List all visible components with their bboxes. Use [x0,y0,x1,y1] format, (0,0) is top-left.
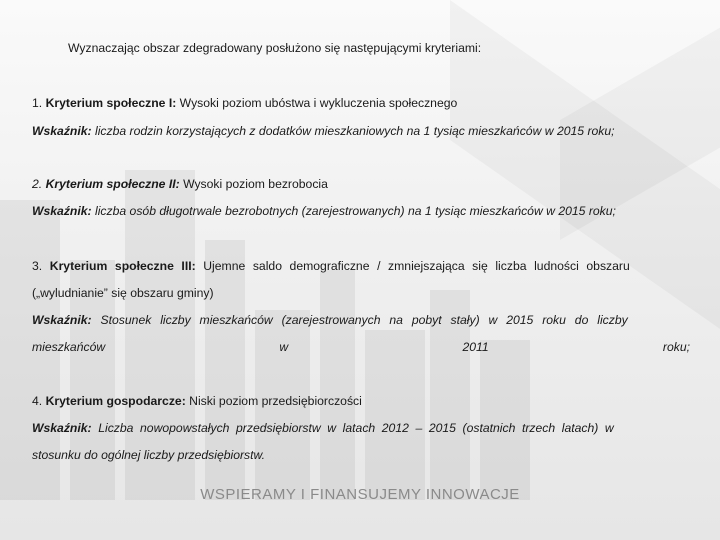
criterion-3-title: Kryterium społeczne III: [49,259,196,273]
criterion-4-indicator [32,420,690,436]
criterion-2-indicator-text: liczba osób długotrwale bezrobotnych (zarejestrowanych) na 1 tysiąc mieszkańców w 2015 roku; [95,204,616,218]
criterion-3-indicator-cont [32,339,690,355]
criterion-2-heading [32,176,690,192]
criterion-3-heading [32,258,690,274]
criterion-1-number: 1. [32,96,43,110]
criterion-1-indicator [32,123,690,139]
criterion-4-indicator-label: Wskaźnik: [32,421,92,435]
criterion-4-indicator-text: Liczba nowopowstałych przedsiębiorstw w latach 2012 – 2015 (ostatnich trzech latach) w [98,421,614,435]
criterion-4-title: Kryterium gospodarcze: [45,394,186,408]
criterion-3-word-2: w [279,340,289,354]
criterion-4-indicator-cont: stosunku do ogólnej liczby przedsiębiorstw. [32,448,266,462]
criterion-2-number: 2. [32,177,43,191]
criterion-2-indicator-label: Wskaźnik: [32,204,92,218]
criterion-1-indicator-label: Wskaźnik: [32,124,92,138]
criterion-4-heading [32,393,690,409]
criterion-3-indicator [32,312,690,328]
criterion-1-title: Kryterium społeczne I: [45,96,177,110]
criterion-3-word-4: roku; [662,340,690,354]
criterion-3-description: Ujemne saldo demograficzne / zmniejszająca się liczba ludności obszaru [203,259,630,273]
criterion-2-title: Kryterium społeczne II: [45,177,180,191]
criterion-3-number: 3. [32,259,43,273]
criterion-3-description-cont: („wyludnianie” się obszaru gminy) [32,286,214,300]
criterion-3-indicator-text: Stosunek liczby mieszkańców (zarejestrowanych na pobyt stały) w 2015 roku do liczby [100,313,628,327]
criterion-4-description: Niski poziom przedsiębiorczości [189,394,362,408]
intro-text: Wyznaczając obszar zdegradowany posłużono się następującymi kryteriami: [68,41,482,55]
criterion-3-word-3: 2011 [462,340,489,354]
criterion-4-number: 4. [32,394,43,408]
criterion-3-indicator-label: Wskaźnik: [32,313,92,327]
criterion-1-description: Wysoki poziom ubóstwa i wykluczenia społecznego [179,96,458,110]
criterion-2-description: Wysoki poziom bezrobocia [183,177,328,191]
criterion-2-indicator [32,203,690,219]
criterion-1-heading [32,95,690,111]
criterion-1-indicator-text: liczba rodzin korzystających z dodatków mieszkaniowych na 1 tysiąc mieszkańców w 2015 roku; [95,124,615,138]
criterion-3-word-1: mieszkańców [32,340,106,354]
footer-slogan: WSPIERAMY I FINANSUJEMY INNOWACJE [200,486,520,503]
